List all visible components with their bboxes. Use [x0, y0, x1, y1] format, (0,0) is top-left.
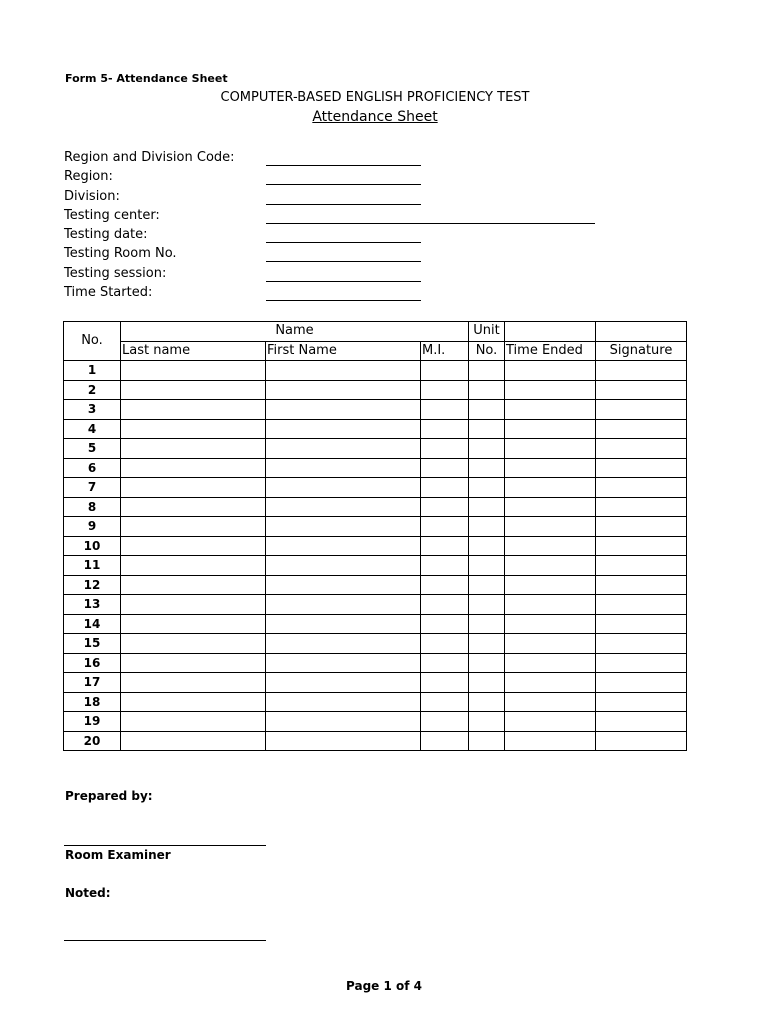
- row-number: 1: [64, 361, 121, 381]
- cell-first-name: [266, 478, 421, 498]
- table-row: [64, 478, 687, 498]
- info-field-label: Division:: [64, 188, 120, 204]
- room-examiner-label: Room Examiner: [65, 848, 171, 862]
- table-row: [64, 400, 687, 420]
- prepared-by-label: Prepared by:: [65, 789, 153, 803]
- table-row: [64, 653, 687, 673]
- table-row: [64, 380, 687, 400]
- cell-unit-no: [469, 673, 505, 693]
- cell-first-name: [266, 595, 421, 615]
- cell-first-name: [266, 458, 421, 478]
- cell-mi: [421, 673, 469, 693]
- cell-last-name: [121, 517, 266, 537]
- cell-time-ended: [505, 361, 596, 381]
- cell-unit-no: [469, 712, 505, 732]
- header-blank-time: [505, 322, 596, 342]
- header-unit-no: No.: [469, 341, 505, 361]
- header-signature: Signature: [596, 341, 687, 361]
- cell-first-name: [266, 653, 421, 673]
- table-row: [64, 556, 687, 576]
- cell-unit-no: [469, 361, 505, 381]
- info-field-blank-line: [266, 204, 421, 205]
- cell-mi: [421, 556, 469, 576]
- cell-first-name: [266, 634, 421, 654]
- cell-last-name: [121, 653, 266, 673]
- cell-first-name: [266, 692, 421, 712]
- cell-signature: [596, 380, 687, 400]
- table-header-row: [64, 322, 687, 342]
- info-field-label: Testing Room No.: [64, 246, 177, 262]
- header-time-ended: Time Ended: [505, 341, 596, 361]
- table-row: [64, 634, 687, 654]
- cell-time-ended: [505, 614, 596, 634]
- cell-signature: [596, 731, 687, 751]
- cell-first-name: [266, 361, 421, 381]
- cell-unit-no: [469, 614, 505, 634]
- cell-first-name: [266, 497, 421, 517]
- cell-mi: [421, 731, 469, 751]
- cell-first-name: [266, 400, 421, 420]
- cell-last-name: [121, 712, 266, 732]
- cell-last-name: [121, 634, 266, 654]
- cell-signature: [596, 439, 687, 459]
- cell-signature: [596, 517, 687, 537]
- row-number: 13: [64, 595, 121, 615]
- row-number: 20: [64, 731, 121, 751]
- cell-last-name: [121, 419, 266, 439]
- row-number: 11: [64, 556, 121, 576]
- cell-unit-no: [469, 536, 505, 556]
- cell-mi: [421, 634, 469, 654]
- cell-unit-no: [469, 634, 505, 654]
- header-blank-signature: [596, 322, 687, 342]
- cell-unit-no: [469, 497, 505, 517]
- info-field-label: Region:: [64, 169, 113, 185]
- cell-last-name: [121, 556, 266, 576]
- cell-signature: [596, 595, 687, 615]
- cell-mi: [421, 653, 469, 673]
- row-number: 14: [64, 614, 121, 634]
- cell-last-name: [121, 478, 266, 498]
- info-field-blank-line: [266, 242, 421, 243]
- cell-time-ended: [505, 380, 596, 400]
- cell-mi: [421, 575, 469, 595]
- table-row: [64, 595, 687, 615]
- row-number: 10: [64, 536, 121, 556]
- row-number: 2: [64, 380, 121, 400]
- cell-first-name: [266, 419, 421, 439]
- cell-unit-no: [469, 556, 505, 576]
- cell-time-ended: [505, 595, 596, 615]
- table-row: [64, 517, 687, 537]
- cell-mi: [421, 595, 469, 615]
- table-row: [64, 712, 687, 732]
- cell-last-name: [121, 400, 266, 420]
- cell-mi: [421, 712, 469, 732]
- table-row: [64, 439, 687, 459]
- cell-mi: [421, 458, 469, 478]
- table-row: [64, 731, 687, 751]
- info-field-blank-line: [266, 223, 595, 224]
- cell-last-name: [121, 614, 266, 634]
- cell-signature: [596, 673, 687, 693]
- cell-unit-no: [469, 653, 505, 673]
- info-field-label: Testing session:: [64, 265, 167, 281]
- cell-last-name: [121, 497, 266, 517]
- noted-label: Noted:: [65, 886, 111, 900]
- header-unit: Unit: [469, 322, 505, 342]
- cell-last-name: [121, 595, 266, 615]
- row-number: 4: [64, 419, 121, 439]
- cell-mi: [421, 692, 469, 712]
- table-row: [64, 692, 687, 712]
- cell-mi: [421, 536, 469, 556]
- table-row: [64, 419, 687, 439]
- table-row: [64, 575, 687, 595]
- cell-unit-no: [469, 575, 505, 595]
- info-field-label: Region and Division Code:: [64, 150, 235, 165]
- cell-last-name: [121, 673, 266, 693]
- cell-unit-no: [469, 478, 505, 498]
- cell-signature: [596, 361, 687, 381]
- info-field-blank-line: [266, 165, 421, 166]
- cell-time-ended: [505, 536, 596, 556]
- cell-time-ended: [505, 458, 596, 478]
- cell-mi: [421, 497, 469, 517]
- document-title: COMPUTER-BASED ENGLISH PROFICIENCY TEST: [220, 90, 530, 105]
- info-field-blank-line: [266, 300, 421, 301]
- cell-mi: [421, 614, 469, 634]
- cell-time-ended: [505, 712, 596, 732]
- cell-signature: [596, 419, 687, 439]
- table-row: [64, 673, 687, 693]
- cell-first-name: [266, 731, 421, 751]
- row-number: 5: [64, 439, 121, 459]
- row-number: 3: [64, 400, 121, 420]
- cell-unit-no: [469, 692, 505, 712]
- cell-unit-no: [469, 419, 505, 439]
- cell-last-name: [121, 439, 266, 459]
- table-row: [64, 536, 687, 556]
- info-field-blank-line: [266, 281, 421, 282]
- cell-mi: [421, 478, 469, 498]
- cell-time-ended: [505, 634, 596, 654]
- table-row: [64, 361, 687, 381]
- table-row: [64, 497, 687, 517]
- cell-time-ended: [505, 692, 596, 712]
- row-number: 7: [64, 478, 121, 498]
- info-field-label: Time Started:: [64, 285, 153, 301]
- table-row: [64, 614, 687, 634]
- info-field-blank-line: [266, 184, 421, 185]
- cell-signature: [596, 575, 687, 595]
- info-field-label: Testing center:: [64, 207, 160, 223]
- row-number: 18: [64, 692, 121, 712]
- row-number: 8: [64, 497, 121, 517]
- cell-last-name: [121, 380, 266, 400]
- cell-last-name: [121, 458, 266, 478]
- header-no: No.: [64, 322, 121, 361]
- cell-time-ended: [505, 731, 596, 751]
- row-number: 6: [64, 458, 121, 478]
- cell-unit-no: [469, 400, 505, 420]
- cell-mi: [421, 517, 469, 537]
- cell-unit-no: [469, 595, 505, 615]
- cell-mi: [421, 400, 469, 420]
- cell-first-name: [266, 439, 421, 459]
- cell-mi: [421, 439, 469, 459]
- cell-unit-no: [469, 458, 505, 478]
- table-subheader-row: [64, 341, 687, 361]
- cell-signature: [596, 712, 687, 732]
- cell-signature: [596, 556, 687, 576]
- row-number: 15: [64, 634, 121, 654]
- row-number: 9: [64, 517, 121, 537]
- prepared-signature-line: [64, 845, 266, 846]
- cell-time-ended: [505, 653, 596, 673]
- cell-mi: [421, 380, 469, 400]
- header-mi: M.I.: [421, 341, 469, 361]
- cell-signature: [596, 497, 687, 517]
- cell-time-ended: [505, 497, 596, 517]
- cell-last-name: [121, 536, 266, 556]
- cell-signature: [596, 478, 687, 498]
- noted-signature-line: [64, 940, 266, 941]
- header-name: Name: [121, 322, 469, 342]
- row-number: 12: [64, 575, 121, 595]
- row-number: 19: [64, 712, 121, 732]
- table-row: [64, 458, 687, 478]
- cell-time-ended: [505, 439, 596, 459]
- cell-first-name: [266, 712, 421, 732]
- cell-first-name: [266, 556, 421, 576]
- cell-last-name: [121, 361, 266, 381]
- document-subtitle: Attendance Sheet: [312, 109, 438, 125]
- cell-signature: [596, 653, 687, 673]
- cell-last-name: [121, 575, 266, 595]
- header-first-name: First Name: [266, 341, 421, 361]
- cell-time-ended: [505, 478, 596, 498]
- cell-first-name: [266, 536, 421, 556]
- cell-signature: [596, 634, 687, 654]
- cell-time-ended: [505, 419, 596, 439]
- cell-unit-no: [469, 380, 505, 400]
- page-number: Page 1 of 4: [346, 979, 422, 993]
- cell-mi: [421, 419, 469, 439]
- cell-last-name: [121, 731, 266, 751]
- row-number: 16: [64, 653, 121, 673]
- cell-unit-no: [469, 731, 505, 751]
- cell-time-ended: [505, 556, 596, 576]
- cell-signature: [596, 692, 687, 712]
- cell-first-name: [266, 380, 421, 400]
- cell-mi: [421, 361, 469, 381]
- cell-unit-no: [469, 439, 505, 459]
- cell-signature: [596, 536, 687, 556]
- cell-time-ended: [505, 673, 596, 693]
- cell-first-name: [266, 575, 421, 595]
- info-field-label: Testing date:: [64, 227, 148, 243]
- cell-signature: [596, 400, 687, 420]
- cell-signature: [596, 614, 687, 634]
- cell-time-ended: [505, 575, 596, 595]
- attendance-table: [63, 321, 687, 751]
- cell-signature: [596, 458, 687, 478]
- row-number: 17: [64, 673, 121, 693]
- cell-first-name: [266, 673, 421, 693]
- cell-unit-no: [469, 517, 505, 537]
- cell-time-ended: [505, 400, 596, 420]
- cell-last-name: [121, 692, 266, 712]
- info-field-blank-line: [266, 261, 421, 262]
- cell-time-ended: [505, 517, 596, 537]
- header-last-name: Last name: [121, 341, 266, 361]
- cell-first-name: [266, 614, 421, 634]
- cell-first-name: [266, 517, 421, 537]
- form-label: Form 5- Attendance Sheet: [65, 72, 228, 85]
